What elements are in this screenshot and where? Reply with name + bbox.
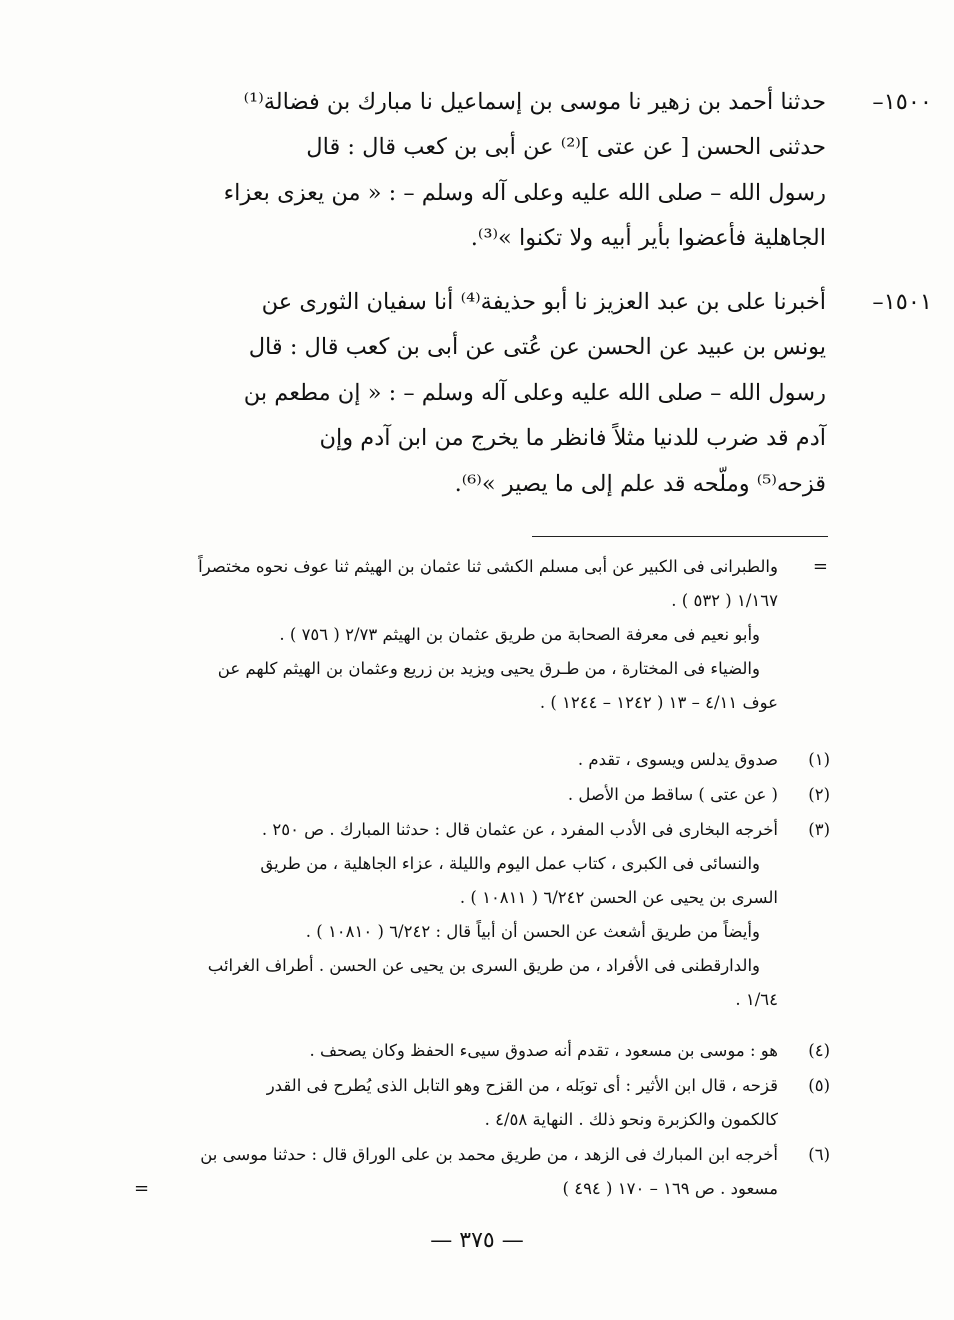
footnote-line: أخرجه ابن المبارك فى الزهد ، من طريق محمد بن على الوراق قال : حدثنا موسى بن bbox=[200, 1145, 778, 1164]
footnote-4 bbox=[130, 1034, 830, 1068]
continuation-end-marker: = bbox=[134, 1178, 150, 1199]
hadith-line: يونس بن عبيد عن الحسن عن عُتى عن أبى بن كعب قال : قال bbox=[248, 334, 826, 361]
footnote-line: والنسائى فى الكبرى ، كتاب عمل اليوم والليلة ، عزاء الجاهلية ، من طريق bbox=[260, 854, 760, 873]
footnote-line: ( عن عتى ) ساقط من الأصل . bbox=[567, 785, 778, 804]
footnote-line: صدوق يدلس ويسوى ، تقدم . bbox=[577, 750, 778, 769]
footnote-line: كالكمون والكزبرة ونحو ذلك . النهاية ٤/٥٨ . bbox=[484, 1110, 778, 1129]
hadith-line: حدثنا أحمد بن زهير نا موسى بن إسماعيل نا مبارك بن فضالة⁽¹⁾ bbox=[243, 89, 826, 115]
footnote-line: وأبو نعيم فى معرفة الصحابة من طريق عثمان بن الهيثم ٢/٧٣ ( ٧٥٦ ) . bbox=[279, 625, 760, 644]
footnote-line: والدارقطنى فى الأفراد ، من طريق السرى بن يحيى عن الحسن . أطراف الغرائب bbox=[207, 956, 760, 975]
footnote-marker: (٥) bbox=[808, 1076, 830, 1095]
hadith-line: آدم قد ضرب للدنيا مثلاً فانظر ما يخرج من ابن آدم وإن bbox=[319, 425, 826, 452]
hadith-number: ١٥٠١– bbox=[872, 289, 932, 315]
footnote-line: أخرجه البخارى فى الأدب المفرد ، عن عثمان قال : حدثنا المبارك . ص ٢٥٠ . bbox=[261, 820, 778, 839]
footnote-line: عوف ٤/١١ – ١٣ ( ١٢٤٢ – ١٢٤٤ ) . bbox=[539, 693, 778, 712]
hadith-line: قزحه⁽⁵⁾ وملّحه قد علم إلى ما يصير »⁽⁶⁾. bbox=[454, 470, 826, 497]
footnote-separator bbox=[532, 536, 828, 537]
footnote-line: هو : موسى بن مسعود ، تقدم أنه صدوق سيىء الحفظ وكان يصحف . bbox=[309, 1041, 778, 1060]
footnote-1 bbox=[130, 743, 830, 777]
hadith-line: رسول الله – صلى الله عليه وعلى آله وسلم – : « إن مطعم بن bbox=[243, 379, 826, 406]
hadith-line: أخبرنا على بن عبد العزيز نا أبو حذيفة⁽⁴⁾ أنا سفيان الثورى عن bbox=[261, 289, 826, 315]
footnote-2 bbox=[130, 778, 830, 812]
footnote-6 bbox=[130, 1138, 830, 1206]
footnote-marker: (١) bbox=[808, 750, 830, 769]
hadith-number: ١٥٠٠– bbox=[872, 89, 932, 115]
footnote-line: مسعود . ص ١٦٩ – ١٧٠ ( ٤٩٤ ) bbox=[562, 1179, 778, 1198]
footnote-line: قزحه ، قال ابن الأثير : أى توبَله ، من القزح وهو التابل الذى يُطرح فى القدر bbox=[266, 1076, 778, 1095]
footnote-line: والضياء فى المختارة ، من طـرق يحيى ويزيد بن زريع وعثمان بن الهيثم كلهم عن bbox=[217, 659, 760, 678]
page-number: — ٣٧٥ — bbox=[430, 1228, 524, 1253]
footnote-line: ١/١٦٧ ( ٥٣٢ ) . bbox=[671, 591, 778, 610]
footnote-line: السرى بن يحيى عن الحسن ٦/٢٤٢ ( ١٠٨١١ ) . bbox=[459, 888, 778, 907]
hadith-line: رسول الله – صلى الله عليه وعلى آله وسلم – : « من يعزى بعزاء bbox=[223, 179, 826, 206]
footnote-marker: (٣) bbox=[808, 820, 830, 839]
footnote-marker: (٤) bbox=[808, 1041, 830, 1060]
footnote-marker: (٢) bbox=[808, 785, 830, 804]
hadith-line: الجاهلية فأعضوا بأير أبيه ولا تكنوا »⁽³⁾. bbox=[470, 225, 826, 252]
footnote-line: ١/٦٤ . bbox=[735, 990, 778, 1009]
hadith-entry-1501 bbox=[130, 280, 932, 507]
footnote-5 bbox=[130, 1069, 830, 1137]
footnote-marker: (٦) bbox=[808, 1145, 830, 1164]
footnote-continuation bbox=[130, 550, 828, 720]
hadith-line: حدثنى الحسن [ عن عتى ]⁽²⁾ عن أبى بن كعب قال : قال bbox=[306, 134, 826, 161]
continuation-marker: = bbox=[812, 556, 828, 577]
footnote-line: وأيضاً من طريق أشعث عن الحسن أن أبياً قال : ٦/٢٤٢ ( ١٠٨١٠ ) . bbox=[305, 922, 760, 941]
footnote-line: والطبرانى فى الكبير عن أبى مسلم الكشى ثنا عثمان بن الهيثم ثنا عوف نحوه مختصراً bbox=[198, 557, 778, 576]
footnote-3 bbox=[130, 813, 830, 1017]
hadith-entry-1500 bbox=[130, 80, 932, 262]
